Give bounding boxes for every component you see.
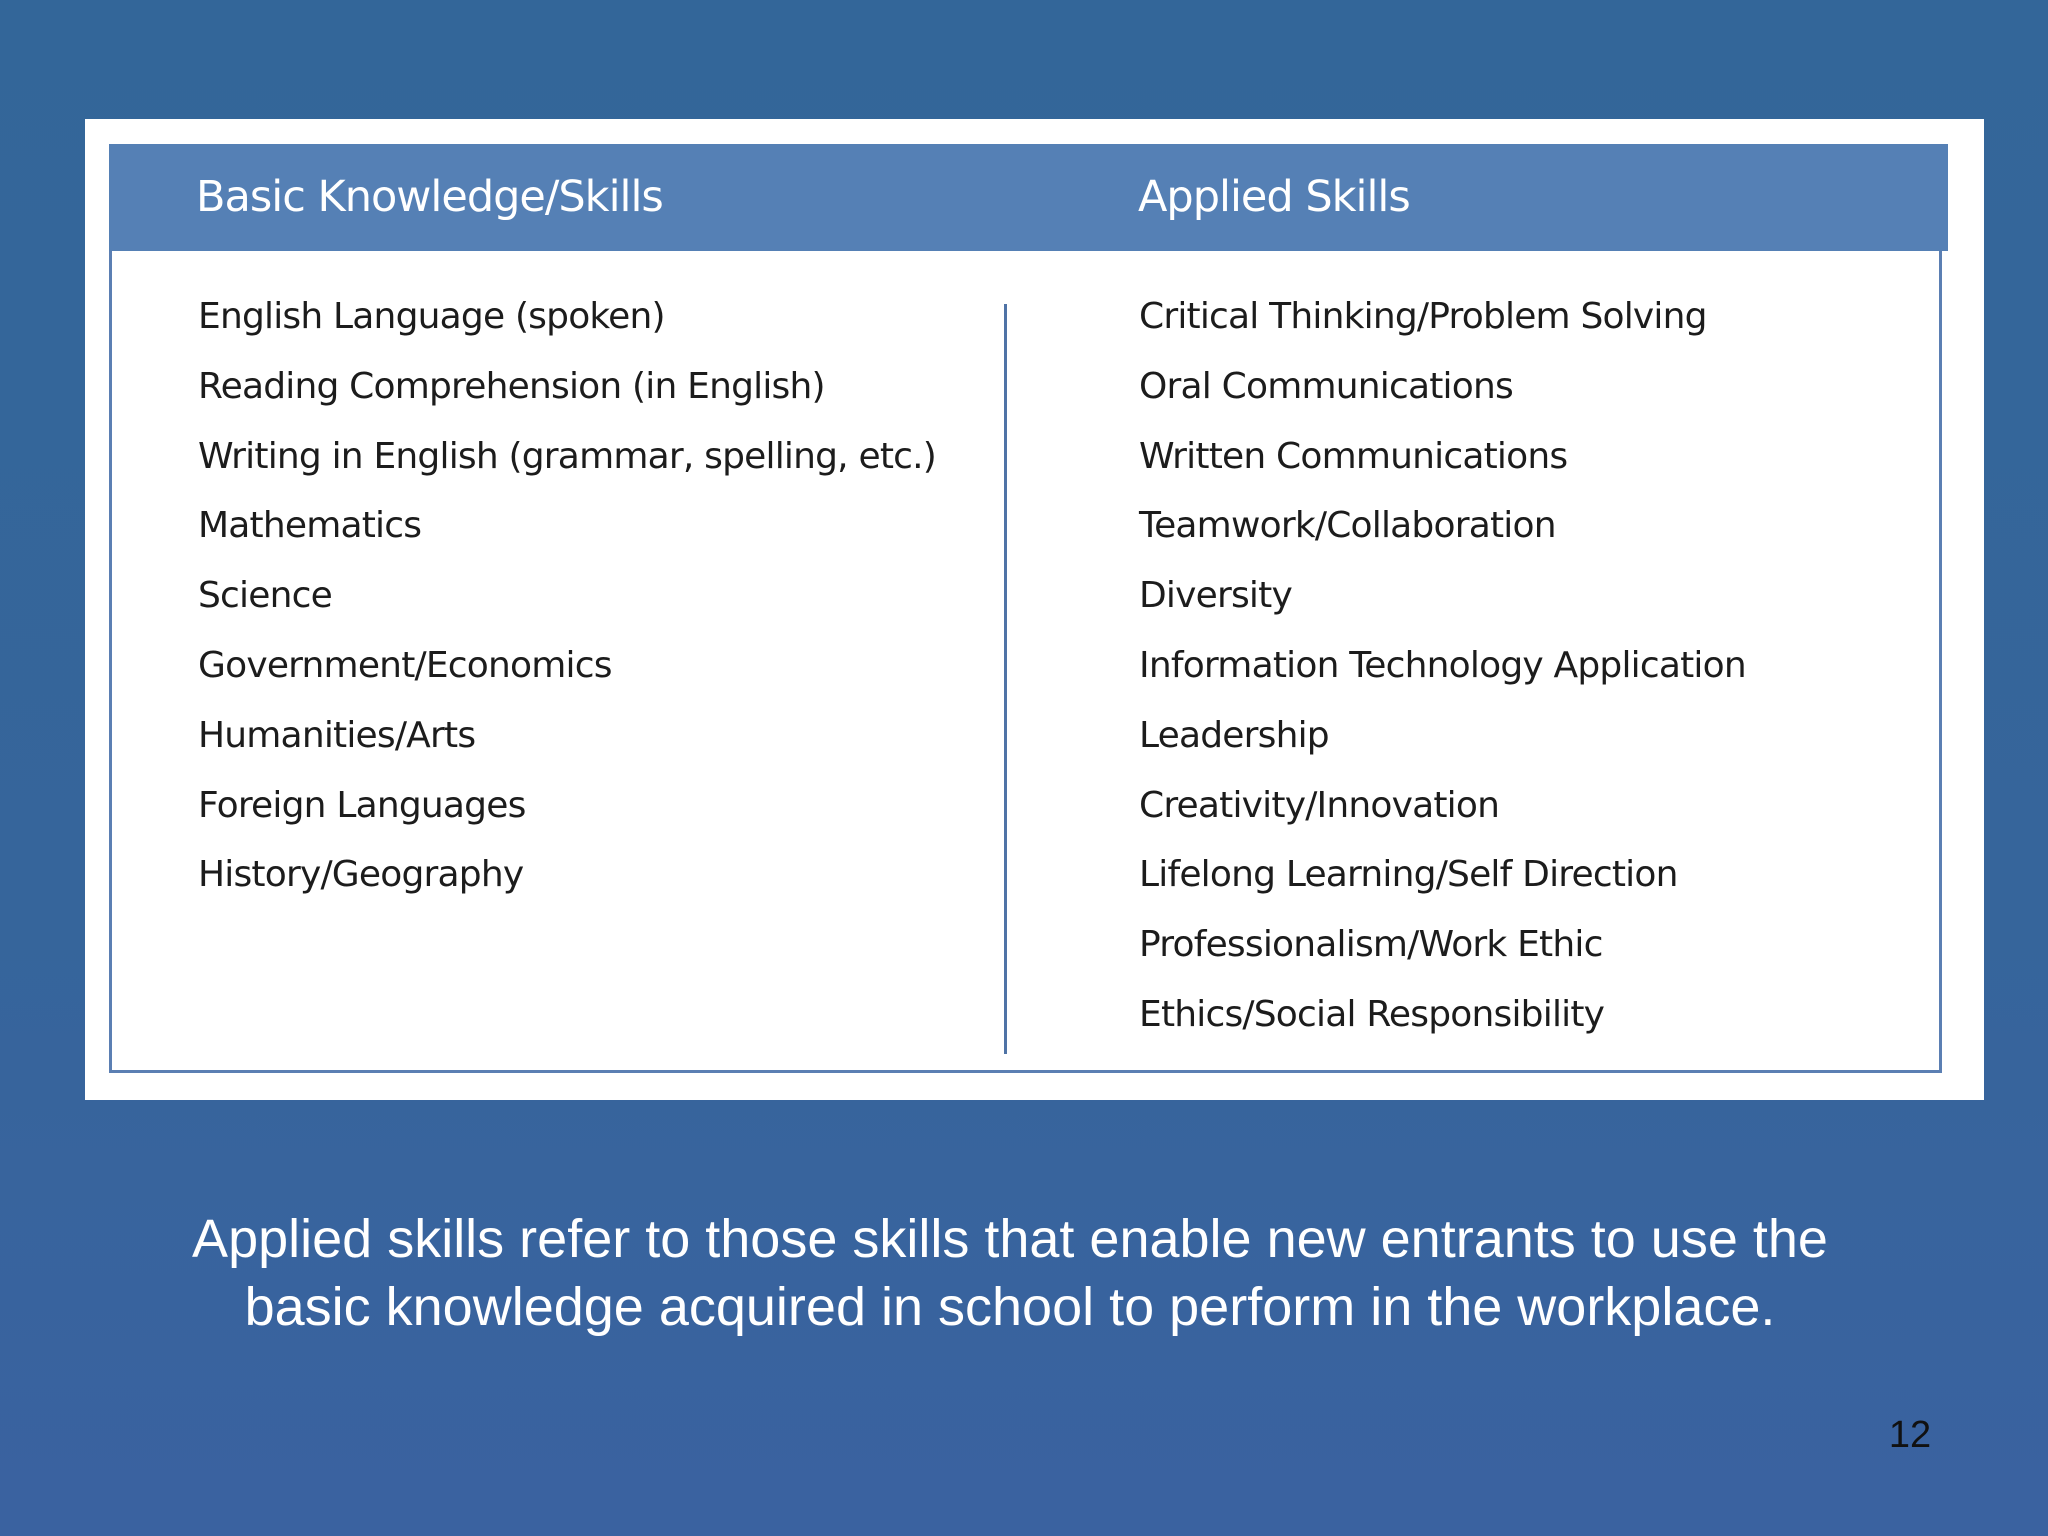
table-header [109,144,1948,251]
caption-line-1: Applied skills refer to those skills that enable new entrants to use the [192,1209,1828,1269]
basic-skill-item: History/Geography [198,854,524,896]
slide-caption [100,1205,1920,1341]
header-applied-skills: Applied Skills [1138,172,1410,222]
basic-skill-item: Writing in English (grammar, spelling, etc.) [198,435,937,477]
column-divider [1004,304,1007,1054]
basic-skill-item: Science [198,575,332,617]
applied-skill-item: Leadership [1139,714,1329,756]
applied-skill-item: Ethics/Social Responsibility [1139,993,1605,1035]
applied-skills-list [1139,282,1746,1050]
basic-skill-item: Reading Comprehension (in English) [198,365,825,407]
header-basic-knowledge: Basic Knowledge/Skills [196,172,663,222]
page-number: 12 [1888,1414,1932,1456]
basic-skill-item: English Language (spoken) [198,296,665,337]
basic-skill-item: Mathematics [198,505,422,547]
basic-skill-item: Foreign Languages [198,784,526,826]
basic-skill-item: Humanities/Arts [198,714,476,756]
applied-skill-item: Creativity/Innovation [1139,784,1500,826]
applied-skill-item: Diversity [1139,575,1292,617]
applied-skill-item: Teamwork/Collaboration [1139,505,1556,547]
skills-table-figure [85,119,1984,1100]
caption-line-2: basic knowledge acquired in school to perform in the workplace. [244,1277,1776,1337]
applied-skill-item: Oral Communications [1139,365,1513,407]
applied-skill-item: Information Technology Application [1139,644,1746,686]
basic-skills-list [198,282,936,910]
applied-skill-item: Written Communications [1139,435,1568,477]
applied-skill-item: Lifelong Learning/Self Direction [1139,854,1678,896]
skills-table [109,144,1942,1073]
applied-skill-item: Professionalism/Work Ethic [1139,924,1603,966]
applied-skill-item: Critical Thinking/Problem Solving [1139,296,1707,337]
basic-skill-item: Government/Economics [198,644,612,686]
